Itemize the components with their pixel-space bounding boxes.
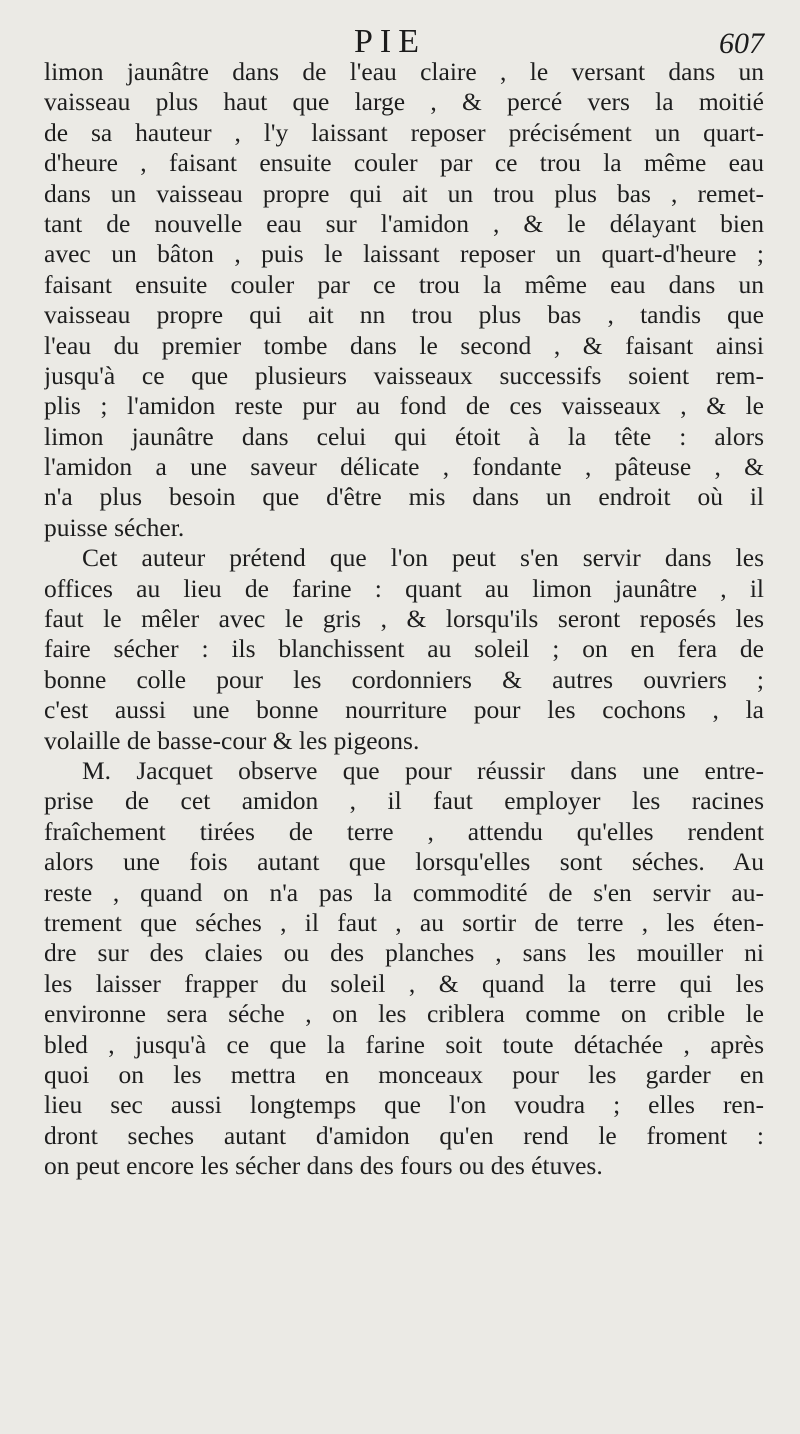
text-line: de sa hauteur , l'y laissant reposer précisément un quart- (44, 117, 764, 147)
text-line: limon jaunâtre dans celui qui étoit à la tête : alors (44, 421, 764, 451)
text-line: quoi on les mettra en monceaux pour les garder en (44, 1059, 764, 1089)
text-line: d'heure , faisant ensuite couler par ce trou la même eau (44, 148, 764, 178)
text-line: puisse sécher. (44, 512, 185, 542)
paragraph (44, 543, 764, 756)
text-line: n'a plus besoin que d'être mis dans un endroit où il (44, 482, 764, 512)
page-header (0, 22, 800, 62)
text-line: environne sera séche , on les criblera comme on crible le (44, 999, 764, 1029)
text-line: dre sur des claies ou des planches , sans les mouiller ni (44, 938, 764, 968)
text-line: l'eau du premier tombe dans le second , & faisant ainsi (44, 330, 764, 360)
text-line: lieu sec aussi longtemps que l'on voudra ; elles ren- (44, 1090, 764, 1120)
text-line: dront seches autant d'amidon qu'en rend le froment : (44, 1120, 764, 1150)
text-line: bonne colle pour les cordonniers & autres ouvriers ; (44, 664, 764, 694)
running-head: PIE (354, 23, 426, 60)
text-line: faut le mêler avec le gris , & lorsqu'ils seront reposés les (44, 604, 764, 634)
paragraph (44, 57, 764, 543)
paragraph (44, 756, 764, 1181)
text-line: vaisseau plus haut que large , & percé vers la moitié (44, 87, 764, 117)
text-line: volaille de basse-cour & les pigeons. (44, 725, 420, 755)
text-line: alors une fois autant que lorsqu'elles sont séches. Au (44, 847, 764, 877)
text-line: dans un vaisseau propre qui ait un trou plus bas , remet- (44, 178, 764, 208)
text-line: avec un bâton , puis le laissant reposer un quart-d'heure ; (44, 239, 764, 269)
text-line: prise de cet amidon , il faut employer les racines (44, 786, 764, 816)
body-text (44, 57, 764, 1181)
text-line: tant de nouvelle eau sur l'amidon , & le délayant bien (44, 208, 764, 238)
text-line: vaisseau propre qui ait nn trou plus bas , tandis que (44, 300, 764, 330)
page-number: 607 (719, 27, 764, 60)
text-line: reste , quand on n'a pas la commodité de s'en servir au- (44, 877, 764, 907)
text-line: limon jaunâtre dans de l'eau claire , le versant dans un (44, 57, 764, 86)
text-line: trement que séches , il faut , au sortir de terre , les éten- (44, 907, 764, 937)
text-line: M. Jacquet observe que pour réussir dans une entre- (82, 755, 764, 785)
text-line: offices au lieu de farine : quant au limon jaunâtre , il (44, 573, 764, 603)
text-line: faisant ensuite couler par ce trou la même eau dans un (44, 269, 764, 299)
text-line: on peut encore les sécher dans des fours ou des étuves. (44, 1151, 603, 1181)
text-line: bled , jusqu'à ce que la farine soit toute détachée , après (44, 1029, 764, 1059)
text-line: c'est aussi une bonne nourriture pour les cochons , la (44, 695, 764, 725)
text-line: plis ; l'amidon reste pur au fond de ces vaisseaux , & le (44, 391, 764, 421)
text-line: Cet auteur prétend que l'on peut s'en servir dans les (82, 543, 764, 573)
text-line: l'amidon a une saveur délicate , fondante , pâteuse , & (44, 452, 764, 482)
text-line: fraîchement tirées de terre , attendu qu'elles rendent (44, 816, 764, 846)
text-line: jusqu'à ce que plusieurs vaisseaux successifs soient rem- (44, 360, 764, 390)
text-line: faire sécher : ils blanchissent au soleil ; on en fera de (44, 634, 764, 664)
text-line: les laisser frapper du soleil , & quand la terre qui les (44, 968, 764, 998)
